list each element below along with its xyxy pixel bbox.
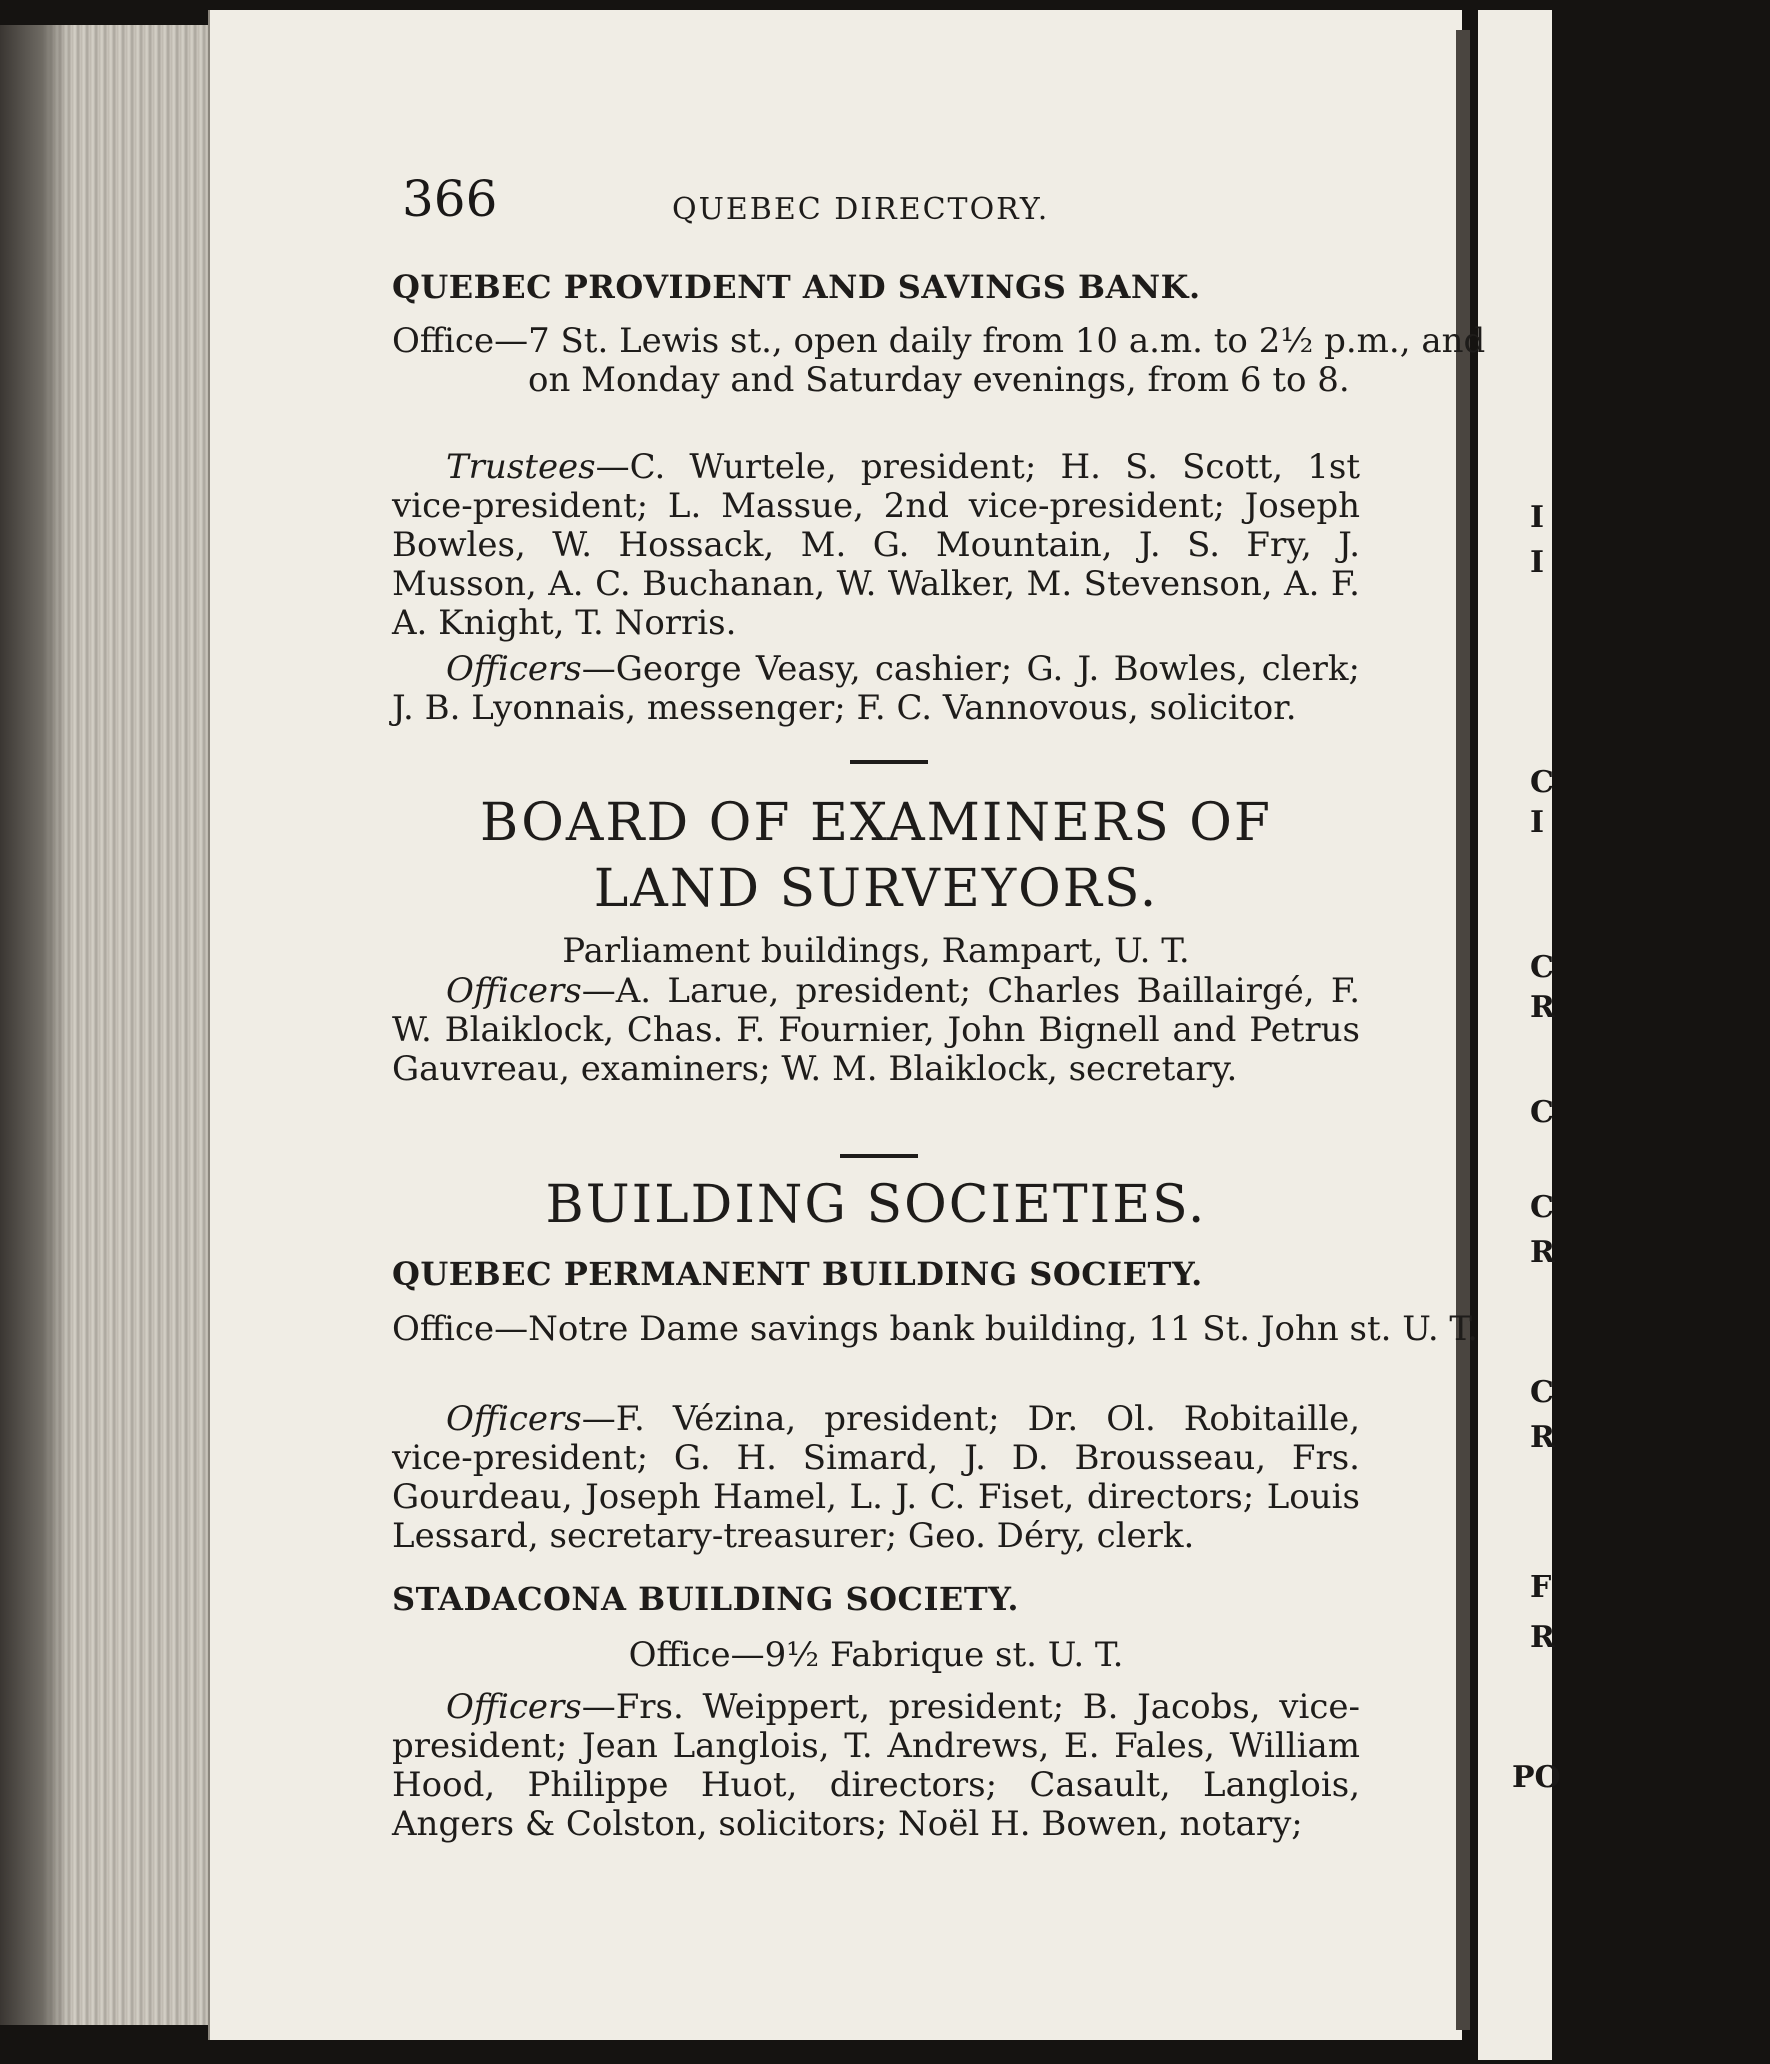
page-number: 366	[402, 170, 498, 228]
facing-page-fragment: C	[1530, 950, 1554, 985]
trustees-label: Trustees	[446, 447, 596, 487]
facing-page-fragment: PO	[1512, 1760, 1561, 1795]
stadacona-officers-label: Officers	[446, 1687, 582, 1727]
section-heading-board: BOARD OF EXAMINERS OF LAND SURVEYORS.	[480, 793, 1272, 919]
board-location: Parliament buildings, Rampart, U. T.	[562, 931, 1190, 971]
facing-page-fragment: I	[1530, 545, 1545, 580]
section-heading-provident-bank: QUEBEC PROVIDENT AND SAVINGS BANK.	[392, 268, 1201, 306]
provident-officers	[392, 650, 1360, 728]
facing-page-fragment: I	[1530, 805, 1545, 840]
permanent-officers-label: Officers	[446, 1399, 582, 1439]
facing-page-fragment: C	[1530, 765, 1554, 800]
facing-page-fragment: C	[1530, 1375, 1554, 1410]
facing-page	[1478, 10, 1552, 2060]
permanent-officers-list: —F. Vézina, president; Dr. Ol. Robitaille, vice-president; G. H. Simard, J. D. Brousseau, Frs. Gourdeau, Joseph Hamel, L. J. C. Fiset, directors; Louis Lessard, secretary-treasurer; Geo. Déry, clerk.	[392, 1399, 1360, 1556]
provident-office: Office—7 St. Lewis st., open daily from 10 a.m. to 2½ p.m., and on Monday and Saturday evenings, from 6 to 8.	[392, 321, 1486, 400]
facing-page-fragment: I	[1530, 500, 1545, 535]
running-title: QUEBEC DIRECTORY.	[672, 192, 1050, 227]
permanent-society-heading: QUEBEC PERMANENT BUILDING SOCIETY.	[392, 1255, 1203, 1293]
stadacona-society-heading: STADACONA BUILDING SOCIETY.	[392, 1580, 1019, 1618]
stadacona-society-office: Office—9½ Fabrique st. U. T.	[628, 1635, 1124, 1675]
stadacona-officers-list: —Frs. Weippert, president; B. Jacobs, vice-president; Jean Langlois, T. Andrews, E. Fales, William Hood, Philippe Huot, directors; Casault, Langlois, Angers & Colston, solicitors; Noël H. Bowen, notary;	[392, 1687, 1360, 1844]
board-officers-list: —A. Larue, president; Charles Baillairgé, F. W. Blaiklock, Chas. F. Fournier, John Bignell and Petrus Gauvreau, examiners; W. M. Blaiklock, secretary.	[392, 971, 1360, 1089]
facing-page-fragment: F	[1530, 1570, 1552, 1605]
section-divider	[840, 1154, 918, 1158]
officers-list: —George Veasy, cashier; G. J. Bowles, clerk; J. B. Lyonnais, messenger; F. C. Vannovous, solicitor.	[392, 649, 1360, 728]
facing-page-fragment: R	[1530, 1420, 1555, 1455]
facing-page-fragment: C	[1530, 1190, 1554, 1225]
provident-trustees	[392, 448, 1360, 643]
board-officers-label: Officers	[446, 971, 582, 1011]
board-officers	[392, 972, 1360, 1089]
stadacona-society-officers	[392, 1688, 1360, 1844]
trustees-list: —C. Wurtele, president; H. S. Scott, 1st vice-president; L. Massue, 2nd vice-president; Joseph Bowles, W. Hossack, M. G. Mountain, J. S. Fry, J. Musson, A. C. Buchanan, W. Walker, M. Stevenson, A. F. A. Knight, T. Norris.	[392, 447, 1360, 643]
officers-label: Officers	[446, 649, 582, 689]
facing-page-fragment: C	[1530, 1095, 1554, 1130]
facing-page-fragment: R	[1530, 990, 1555, 1025]
section-heading-building-societies: BUILDING SOCIETIES.	[545, 1175, 1207, 1235]
permanent-society-office: Office—Notre Dame savings bank building, 11 St. John st. U. T.	[392, 1309, 1478, 1349]
binding-shadow	[0, 25, 70, 2025]
page-header	[402, 170, 1362, 230]
facing-page-fragment: R	[1530, 1235, 1555, 1270]
permanent-society-officers	[392, 1400, 1360, 1556]
section-divider	[850, 760, 928, 764]
facing-page-fragment: R	[1530, 1620, 1555, 1655]
